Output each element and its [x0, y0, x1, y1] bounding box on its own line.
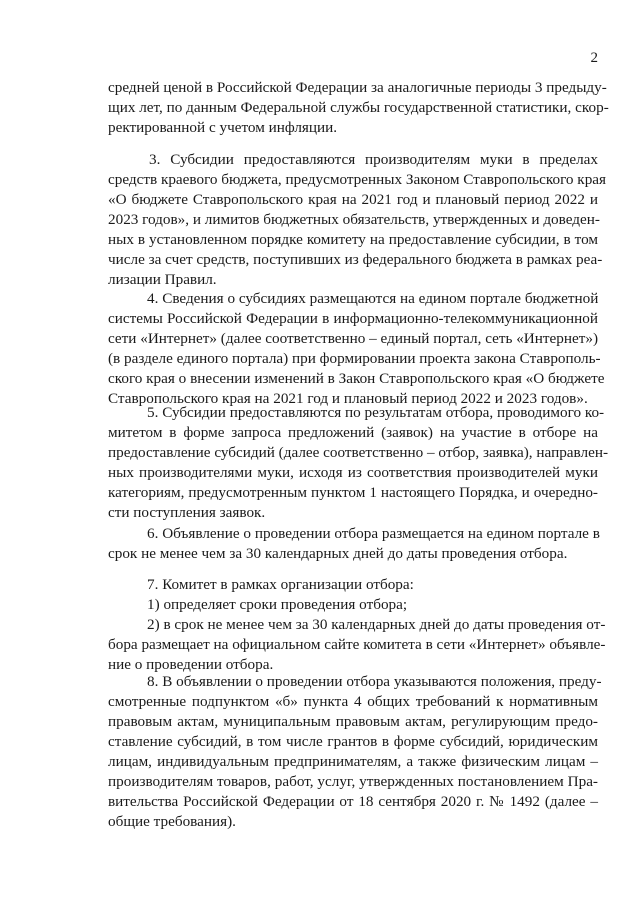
text-line: 4. Сведения о субсидиях размещаются на едином портале бюджетной — [147, 290, 599, 307]
text-line: лизации Правил. — [108, 271, 217, 288]
text-line: 3. Субсидии предоставляются производителям муки в пределах — [149, 151, 598, 168]
text-line: сети «Интернет» (далее соответственно – единый портал, сеть «Интернет») — [108, 330, 599, 347]
text-line: 2023 годов», и лимитов бюджетных обязательств, утвержденных и доведен- — [108, 211, 600, 228]
text-line: предоставление субсидий (далее соответственно – отбор, заявка), направлен- — [108, 444, 609, 461]
paragraph-7 — [108, 575, 606, 675]
text-line: 1) определяет сроки проведения отбора; — [147, 596, 408, 613]
text-line: Ставропольского края на 2021 год и плановый период 2022 и 2023 годов». — [108, 390, 588, 407]
text-line: ставление субсидий, в том числе грантов в форме субсидий, юридическим — [108, 733, 598, 750]
paragraph-continuation — [108, 78, 609, 138]
text-line: общие требования). — [108, 813, 236, 830]
text-line: лицам, индивидуальным предпринимателям, а также физическим лицам – — [108, 753, 598, 770]
paragraph-4 — [108, 289, 605, 409]
text-line: ных производителями муки, исходя из соответствия производителей муки — [108, 464, 598, 481]
text-line: смотренные подпунктом «б» пункта 4 общих требований к нормативным — [108, 693, 598, 710]
text-line: бора размещает на официальном сайте комитета в сети «Интернет» объявле- — [108, 636, 606, 653]
text-line: 8. В объявлении о проведении отбора указываются положения, преду- — [147, 673, 602, 690]
text-line: (в разделе единого портала) при формировании проекта закона Ставрополь- — [108, 350, 601, 367]
paragraph-8 — [108, 672, 602, 832]
text-line: 2) в срок не менее чем за 30 календарных дней до даты проведения от- — [147, 616, 606, 633]
page-number: 2 — [590, 50, 598, 66]
text-line: митетом в форме запроса предложений (заявок) на участие в отборе на — [108, 424, 598, 441]
text-line: производителям товаров, работ, услуг, утвержденных постановлением Пра- — [108, 773, 598, 790]
text-line: щих лет, по данным Федеральной службы государственной статистики, скор- — [108, 99, 609, 116]
text-line: срок не менее чем за 30 календарных дней до даты проведения отбора. — [108, 545, 568, 562]
text-line: числе за счет средств, поступивших из федерального бюджета в рамках реа- — [108, 251, 603, 268]
text-line: средств краевого бюджета, предусмотренных Законом Ставропольского края — [108, 171, 607, 188]
text-line: ректированной с учетом инфляции. — [108, 119, 338, 136]
paragraph-3 — [108, 150, 607, 290]
text-line: «О бюджете Ставропольского края на 2021 год и плановый период 2022 и — [108, 191, 598, 208]
text-line: средней ценой в Российской Федерации за аналогичные периоды 3 предыду- — [108, 79, 607, 96]
text-line: вительства Российской Федерации от 18 сентября 2020 г. № 1492 (далее – — [108, 793, 598, 810]
text-line: 6. Объявление о проведении отбора размещается на едином портале в — [147, 525, 600, 542]
text-line: ние о проведении отбора. — [108, 656, 274, 673]
text-line: сти поступления заявок. — [108, 504, 266, 521]
text-line: ского края о внесении изменений в Закон Ставропольского края «О бюджете — [108, 370, 605, 387]
text-line: 5. Субсидии предоставляются по результатам отбора, проводимого ко- — [147, 404, 605, 421]
text-line: системы Российской Федерации в информационно-телекоммуникационной — [108, 310, 598, 327]
text-line: 7. Комитет в рамках организации отбора: — [147, 576, 414, 593]
text-line: правовым актам, муниципальным правовым актам, регулирующим предо- — [108, 713, 598, 730]
paragraph-6 — [108, 524, 598, 564]
text-line: ных в установленном порядке комитету на предоставление субсидии, в том — [108, 231, 598, 248]
paragraph-5 — [108, 403, 609, 523]
text-line: категориям, предусмотренным пунктом 1 настоящего Порядка, и очередно- — [108, 484, 598, 501]
